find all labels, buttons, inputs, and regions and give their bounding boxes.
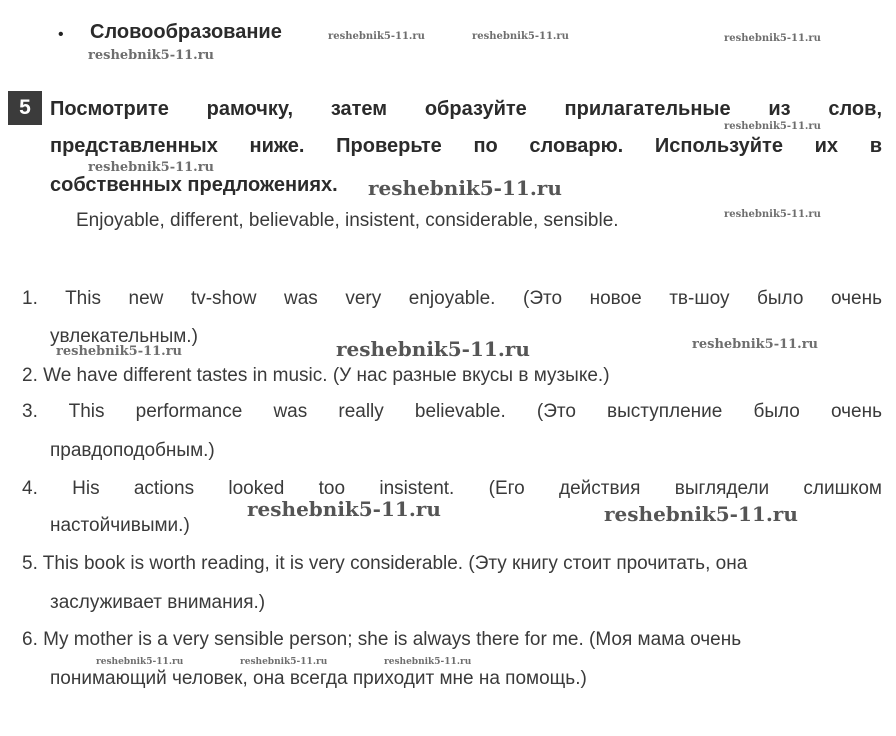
answer-line: 2. We have different tastes in music. (У нас разные вкусы в музыке.) [22,365,610,386]
task-instruction-line: представленных ниже. Проверьте по словарю. Используйте их в [50,135,882,157]
watermark: reshebnik5-11.ru [384,657,472,667]
watermark: reshebnik5-11.ru [88,48,215,63]
watermark: reshebnik5-11.ru [336,337,530,361]
answer-line: 6. My mother is a very sensible person; she is always there for me. (Моя мама очень [22,629,742,650]
watermark: reshebnik5-11.ru [56,344,183,359]
section-title: Словообразование [90,21,282,43]
watermark: reshebnik5-11.ru [328,31,425,42]
watermark: reshebnik5-11.ru [368,176,562,200]
watermark: reshebnik5-11.ru [472,31,569,42]
answer-continuation: правдоподобным.) [50,440,215,461]
answer-line: 1. This new tv-show was very enjoyable. (Это новое тв-шоу было очень [22,288,882,309]
answer-continuation: увлекательным.) [50,326,198,347]
watermark: reshebnik5-11.ru [247,497,441,521]
word-list: Enjoyable, different, believable, insistent, considerable, sensible. [76,210,619,231]
watermark: reshebnik5-11.ru [88,160,215,175]
task-instruction-line: Посмотрите рамочку, затем образуйте прилагательные из слов, [50,98,882,120]
answer-continuation: понимающий человек, она всегда приходит мне на помощь.) [50,668,587,689]
answer-continuation: настойчивыми.) [50,515,190,536]
watermark: reshebnik5-11.ru [604,502,798,526]
task-instruction-line: собственных предложениях. [50,174,338,196]
watermark: reshebnik5-11.ru [240,657,328,667]
task-number-badge: 5 [8,91,42,125]
watermark: reshebnik5-11.ru [724,33,821,44]
watermark: reshebnik5-11.ru [724,209,821,220]
answer-line: 3. This performance was really believable. (Это выступление было очень [22,401,882,422]
answer-line: 4. His actions looked too insistent. (Его действия выглядели слишком [22,478,882,499]
answer-line: 5. This book is worth reading, it is very considerable. (Эту книгу стоит прочитать, она [22,553,748,574]
bullet: • [58,26,64,43]
watermark: reshebnik5-11.ru [724,121,821,132]
watermark: reshebnik5-11.ru [692,337,819,352]
answer-continuation: заслуживает внимания.) [50,592,266,613]
watermark: reshebnik5-11.ru [96,657,184,667]
